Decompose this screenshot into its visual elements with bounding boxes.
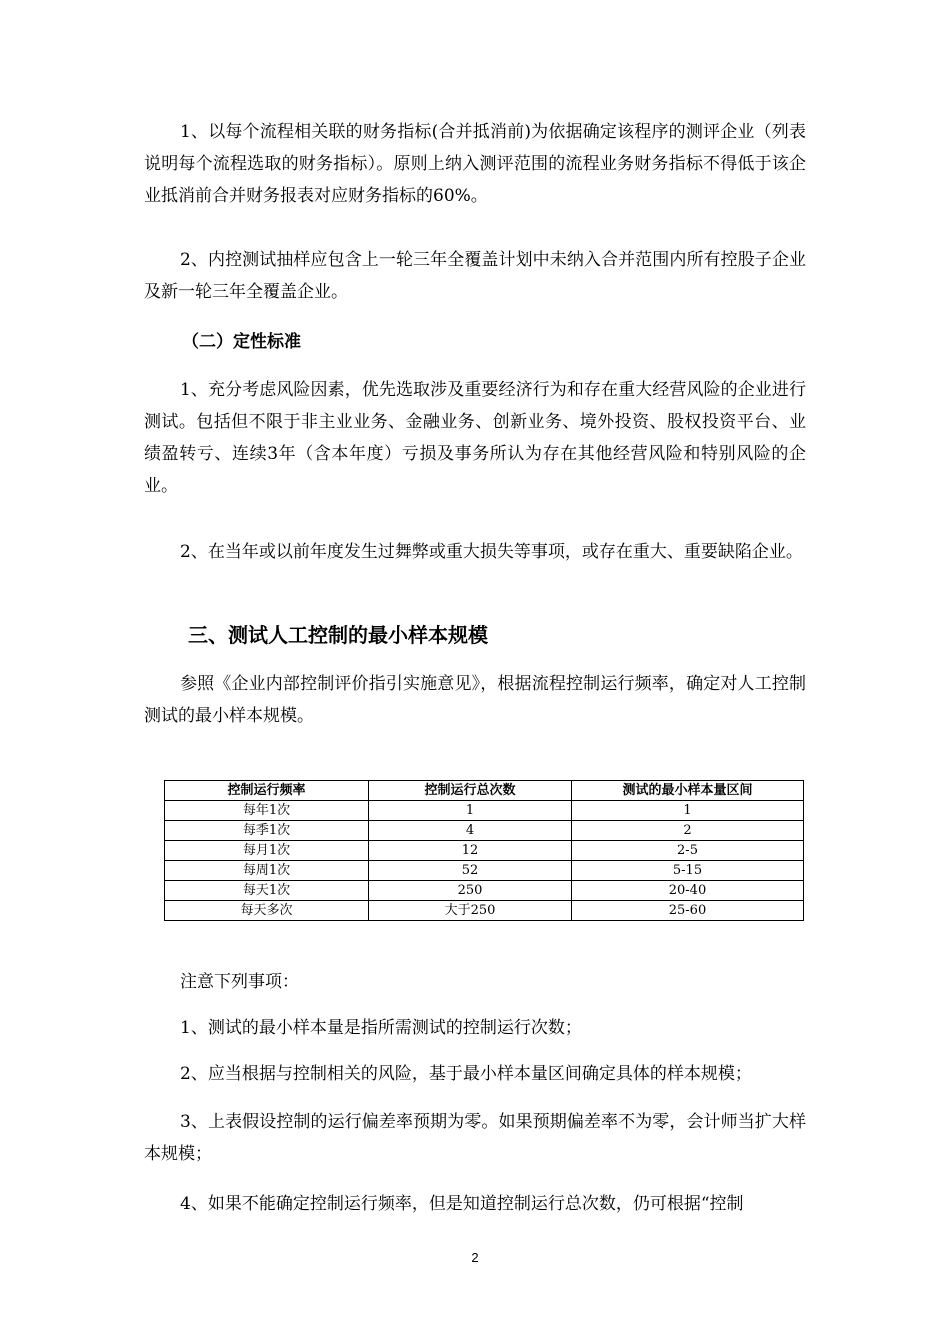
paragraph-sampling-coverage: 2、内控测试抽样应包含上一轮三年全覆盖计划中未纳入合并范围内所有控股子企业及新一轮三年全覆盖企业。 <box>144 250 806 302</box>
cell-total-runs: 4 <box>369 821 572 841</box>
cell-min-sample: 5-15 <box>572 861 804 881</box>
paragraph-reference: 参照《企业内部控制评价指引实施意见》，根据流程控制运行频率，确定对人工控制测试的最小样本规模。 <box>144 674 806 726</box>
cell-total-runs: 1 <box>369 801 572 821</box>
table-row <box>165 861 804 881</box>
cell-frequency: 每天多次 <box>165 901 369 921</box>
note-item-3: 3、上表假设控制的运行偏差率预期为零。如果预期偏差率不为零，会计师当扩大样本规模； <box>144 1112 806 1164</box>
header-total-runs: 控制运行总次数 <box>369 781 572 801</box>
table-row <box>165 821 804 841</box>
cell-frequency: 每月1次 <box>165 841 369 861</box>
cell-total-runs: 250 <box>369 881 572 901</box>
sample-size-table <box>164 780 804 921</box>
paragraph-risk-factors: 1、充分考虑风险因素，优先选取涉及重要经济行为和存在重大经营风险的企业进行测试。包括但不限于非主业业务、金融业务、创新业务、境外投资、股权投资平台、业绩盈转亏、连续3年（含本年度）亏损及事务所认为存在其他经营风险和特别风险的企业。 <box>144 380 806 496</box>
table-row <box>165 881 804 901</box>
cell-frequency: 每季1次 <box>165 821 369 841</box>
note-title: 注意下列事项： <box>180 972 299 992</box>
page-number: 2 <box>471 1250 479 1265</box>
cell-total-runs: 52 <box>369 861 572 881</box>
cell-min-sample: 2-5 <box>572 841 804 861</box>
paragraph-financial-indicator: 1、以每个流程相关联的财务指标(合并抵消前)为依据确定该程序的测评企业（列表说明每个流程选取的财务指标）。原则上纳入测评范围的流程业务财务指标不得低于该企业抵消前合并财务报表对应财务指标的60%。 <box>144 122 806 206</box>
header-min-sample: 测试的最小样本量区间 <box>572 781 804 801</box>
note-item-2: 2、应当根据与控制相关的风险，基于最小样本量区间确定具体的样本规模； <box>180 1064 752 1084</box>
cell-frequency: 每周1次 <box>165 861 369 881</box>
cell-min-sample: 2 <box>572 821 804 841</box>
cell-min-sample: 1 <box>572 801 804 821</box>
cell-frequency: 每年1次 <box>165 801 369 821</box>
table-row <box>165 901 804 921</box>
note-item-1: 1、测试的最小样本量是指所需测试的控制运行次数； <box>180 1018 582 1038</box>
header-frequency: 控制运行频率 <box>165 781 369 801</box>
cell-min-sample: 20-40 <box>572 881 804 901</box>
table-row <box>165 841 804 861</box>
sub-heading-qualitative: （二）定性标准 <box>182 332 301 352</box>
cell-min-sample: 25-60 <box>572 901 804 921</box>
cell-frequency: 每天1次 <box>165 881 369 901</box>
section-heading-min-sample: 三、测试人工控制的最小样本规模 <box>188 623 488 647</box>
paragraph-fraud-loss: 2、在当年或以前年度发生过舞弊或重大损失等事项，或存在重大、重要缺陷企业。 <box>180 542 803 562</box>
table-header-row <box>165 781 804 801</box>
cell-total-runs: 大于250 <box>369 901 572 921</box>
table-row <box>165 801 804 821</box>
note-item-4: 4、如果不能确定控制运行频率，但是知道控制运行总次数，仍可根据“控制 <box>180 1194 744 1214</box>
cell-total-runs: 12 <box>369 841 572 861</box>
